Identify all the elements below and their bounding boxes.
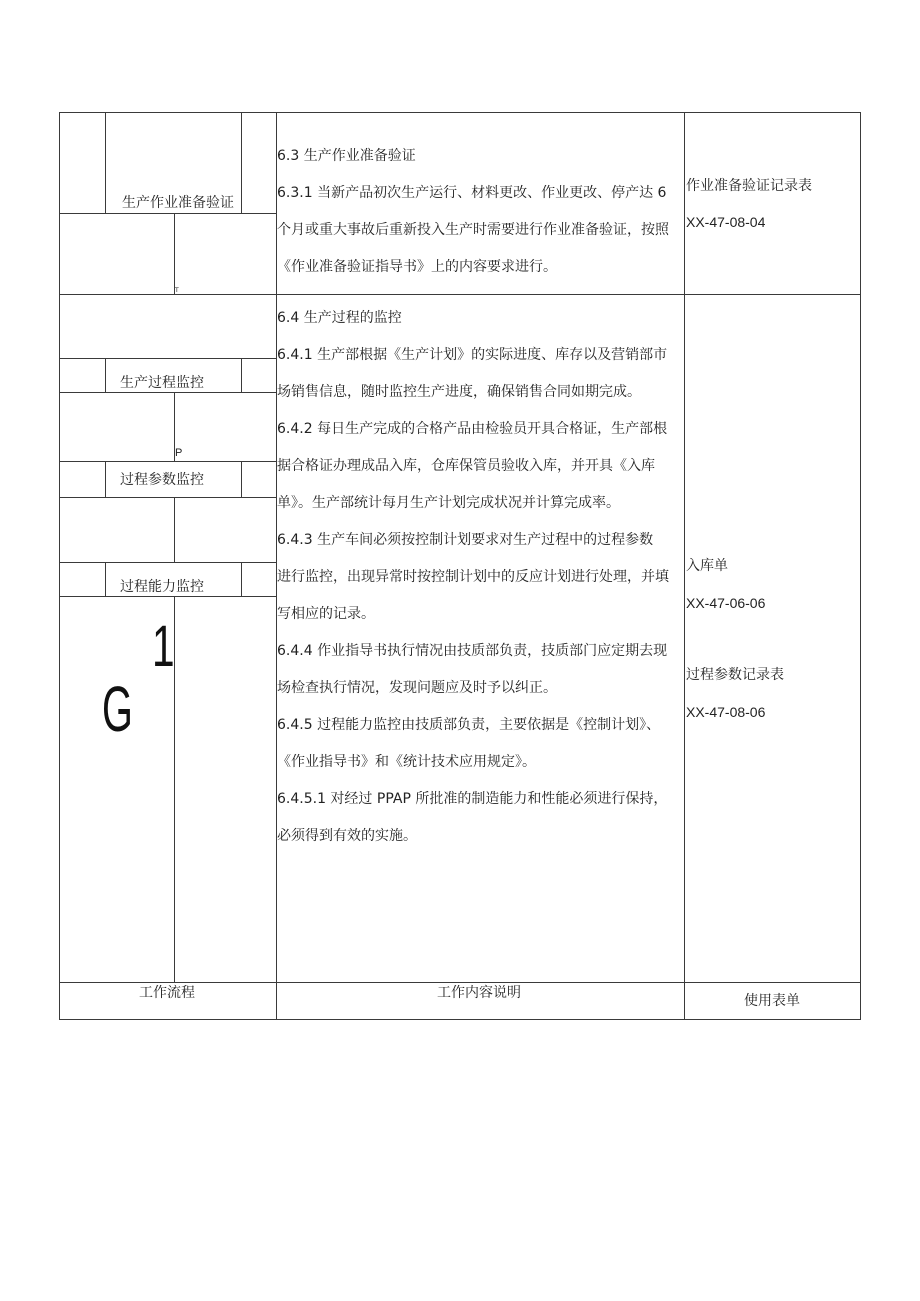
paragraph-line: 单》。生产部统计每月生产计划完成状况并计算完成率。 — [277, 495, 620, 511]
paragraph-line: 6.4.3 生产车间必须按控制计划要求对生产过程中的过程参数 — [277, 532, 654, 548]
paragraph-line: 必须得到有效的实施。 — [277, 828, 417, 844]
flow-divider — [105, 112, 106, 214]
paragraph-line: 6.4.2 每日生产完成的合格产品由检验员开具合格证，生产部根 — [277, 421, 668, 437]
flow-divider — [241, 461, 242, 498]
table-left-border — [59, 112, 60, 1020]
flow-big-one: 1 — [152, 614, 175, 679]
form-code-param-record: XX-47-08-06 — [686, 704, 766, 720]
flow-divider — [59, 392, 277, 393]
flow-divider — [59, 562, 277, 563]
paragraph-line: 据合格证办理成品入库，仓库保管员验收入库，并开具《入库 — [277, 458, 655, 474]
flow-divider — [59, 461, 277, 462]
form-name-warehouse-receipt: 入库单 — [686, 558, 728, 574]
paragraph-line: 场销售信息，随时监控生产进度，确保销售合同如期完成。 — [277, 384, 641, 400]
flow-box-capability-monitor: 过程能力监控 — [120, 579, 204, 595]
flow-divider — [59, 497, 277, 498]
table-bottom-border — [59, 1019, 861, 1020]
content-section-6-3 — [277, 138, 685, 286]
paragraph-line: 写相应的记录。 — [277, 606, 375, 622]
paragraph-line: 进行监控，出现异常时按控制计划中的反应计划进行处理，并填 — [277, 569, 669, 585]
table-right-border — [860, 112, 861, 1020]
form-name-param-record: 过程参数记录表 — [686, 667, 784, 683]
flow-box-param-monitor: 过程参数监控 — [120, 472, 204, 488]
flow-divider — [59, 213, 277, 214]
paragraph-line: 场检查执行情况，发现问题应及时予以纠正。 — [277, 680, 557, 696]
form-name-prep-verify-record: 作业准备验证记录表 — [686, 178, 812, 194]
footer-col-forms: 使用表单 — [744, 993, 800, 1009]
row-divider — [59, 982, 861, 983]
section-heading: 6.4 生产过程的监控 — [277, 310, 402, 326]
flow-divider — [174, 497, 175, 563]
flow-divider — [105, 562, 106, 597]
paragraph-line: 《作业准备验证指导书》上的内容要求进行。 — [277, 259, 557, 275]
paragraph-line: 《作业指导书》和《统计技术应用规定》。 — [277, 754, 536, 770]
paragraph-line: 6.4.5 过程能力监控由技质部负责，主要依据是《控制计划》、 — [277, 717, 661, 733]
footer-col-workflow: 工作流程 — [139, 985, 195, 1001]
form-code-warehouse-receipt: XX-47-06-06 — [686, 595, 766, 611]
form-code-prep-verify-record: XX-47-08-04 — [686, 214, 766, 230]
paragraph-line: 6.4.4 作业指导书执行情况由技质部负责，技质部门应定期去现 — [277, 643, 668, 659]
paragraph-line: 6.4.1 生产部根据《生产计划》的实际进度、库存以及营销部市 — [277, 347, 668, 363]
flow-divider — [174, 213, 175, 295]
flow-divider — [241, 112, 242, 214]
paragraph-line: 6.3.1 当新产品初次生产运行、材料更改、作业更改、停产达 6 — [277, 185, 667, 201]
flow-big-g: G — [102, 673, 133, 745]
flow-divider — [59, 596, 277, 597]
flow-divider — [105, 358, 106, 393]
flow-divider — [241, 562, 242, 597]
row-divider — [59, 294, 861, 295]
flow-box-prep-verify: 生产作业准备验证 — [122, 195, 234, 211]
paragraph-line: 6.4.5.1 对经过 PPAP 所批准的制造能力和性能必须进行保持， — [277, 791, 668, 807]
flow-box-process-monitor: 生产过程监控 — [120, 375, 204, 391]
flow-mark-t: T — [175, 287, 179, 294]
section-heading: 6.3 生产作业准备验证 — [277, 148, 416, 164]
paragraph-line: 个月或重大事故后重新投入生产时需要进行作业准备验证，按照 — [277, 222, 669, 238]
flow-divider — [59, 358, 277, 359]
content-section-6-4 — [277, 300, 685, 855]
flow-divider — [241, 358, 242, 393]
flow-divider — [105, 461, 106, 498]
table-top-border — [59, 112, 861, 113]
footer-col-content: 工作内容说明 — [437, 985, 521, 1001]
flow-mark-p: P — [175, 447, 183, 459]
